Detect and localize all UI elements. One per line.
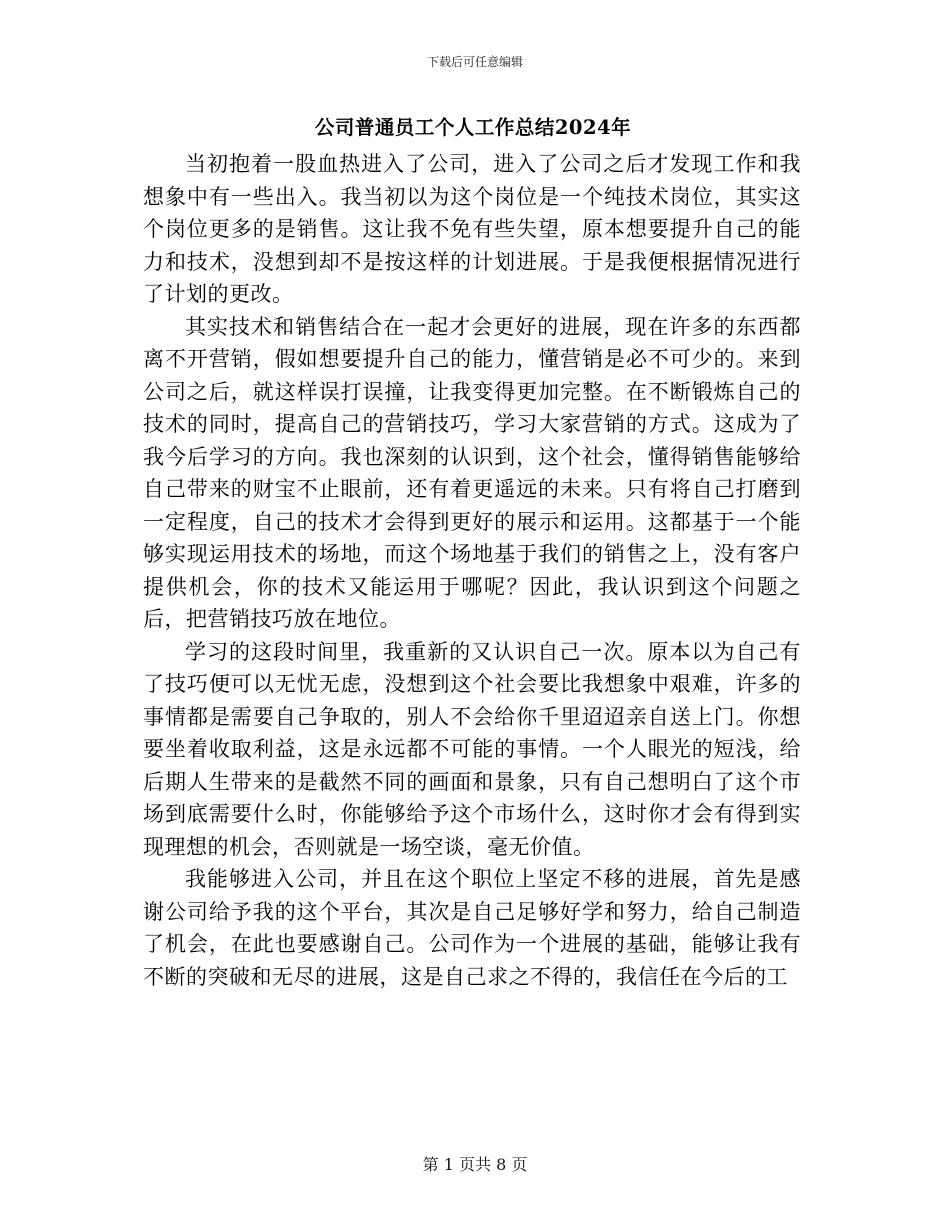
paragraph-2: 其实技术和销售结合在一起才会更好的进展，现在许多的东西都离不开营销，假如想要提升自己的能力，懂营销是必不可少的。来到公司之后，就这样误打误撞，让我变得更加完整。在不断锻炼自己的技术的同时，提高自己的营销技巧，学习大家营销的方式。这成为了我今后学习的方向。我也深刻的认识到，这个社会，懂得销售能够给自己带来的财宝不止眼前，还有着更遥远的未来。只有将自己打磨到一定程度，自己的技术才会得到更好的展示和运用。这都基于一个能够实现运用技术的场地，而这个场地基于我们的销售之上，没有客户提供机会，你的技术又能运用于哪呢？因此，我认识到这个问题之后，把营销技巧放在地位。 — [143, 314, 801, 631]
document-body — [143, 148, 801, 993]
paragraph-4: 我能够进入公司，并且在这个职位上坚定不移的进展，首先是感谢公司给予我的这个平台，其次是自己足够好学和努力，给自己制造了机会，在此也要感谢自己。公司作为一个进展的基础，能够让我有不断的突破和无尽的进展，这是自己求之不得的，我信任在今后的工 — [143, 867, 801, 989]
page-footer: 第 1 页共 8 页 — [422, 1155, 528, 1174]
paragraph-1: 当初抱着一股血热进入了公司，进入了公司之后才发现工作和我想象中有一些出入。我当初以为这个岗位是一个纯技术岗位，其实这个岗位更多的是销售。这让我不免有些失望，原本想要提升自己的能力和技术，没想到却不是按这样的计划进展。于是我便根据情况进行了计划的更改。 — [143, 152, 801, 306]
page-header: 下载后可任意编辑 — [426, 55, 523, 69]
document-title: 公司普通员工个人工作总结2024年 — [314, 116, 632, 139]
paragraph-3: 学习的这段时间里，我重新的又认识自己一次。原本以为自己有了技巧便可以无忧无虑，没想到这个社会要比我想象中艰难，许多的事情都是需要自己争取的，别人不会给你千里迢迢亲自送上门。你想要坐着收取利益，这是永远都不可能的事情。一个人眼光的短浅，给后期人生带来的是截然不同的画面和景象，只有自己想明白了这个市场到底需要什么时，你能够给予这个市场什么，这时你才会有得到实现理想的机会，否则就是一场空谈，毫无价值。 — [143, 639, 801, 859]
